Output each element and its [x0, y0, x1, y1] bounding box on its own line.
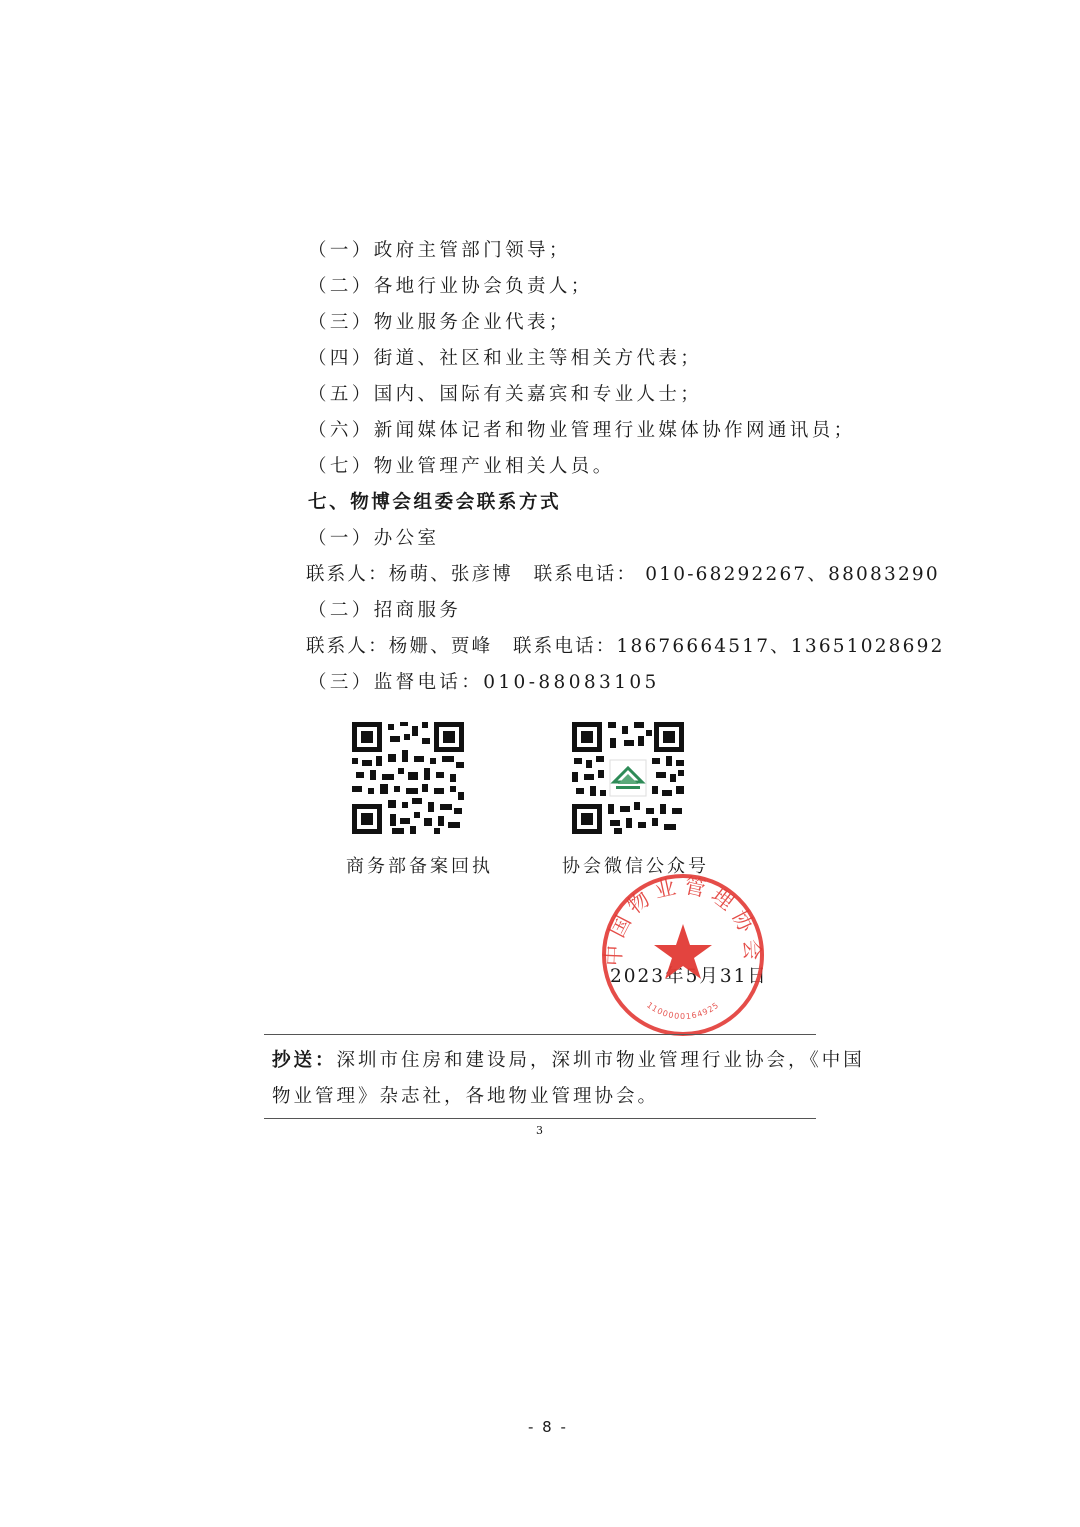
list-item-3: （三）物业服务企业代表； [308, 312, 571, 333]
list-item-4: （四）街道、社区和业主等相关方代表； [308, 348, 703, 369]
svg-text:1100000164925: 1100000164925 [645, 1000, 721, 1022]
investment-title: （二）招商服务 [308, 600, 462, 621]
supervision-phone: （三）监督电话：010-88083105 [308, 672, 660, 693]
page-number: - 8 - [528, 1418, 568, 1436]
list-item-1: （一）政府主管部门领导； [308, 240, 571, 261]
signature-date: 2023年5月31日 [610, 966, 768, 987]
cc-line-1 [272, 1046, 865, 1072]
list-item-7: （七）物业管理产业相关人员。 [308, 456, 615, 477]
office-contact: 联系人：杨萌、张彦博 联系电话： 010-68292267、88083290 [306, 564, 940, 585]
qr-code-icon [352, 722, 464, 834]
cc-label: 抄送： [272, 1050, 337, 1071]
investment-contact: 联系人：杨姗、贾峰 联系电话：18676664517、13651028692 [306, 636, 945, 657]
svg-text:中国物业管理协会: 中国物业管理协会 [601, 873, 765, 967]
qr-caption-wechat: 协会微信公众号 [562, 856, 709, 877]
cc-line-2: 物业管理》杂志社，各地物业管理协会。 [272, 1086, 660, 1107]
qr-code-with-logo-icon [572, 722, 684, 834]
official-seal-icon [600, 872, 766, 1038]
section-heading: 七、物博会组委会联系方式 [308, 492, 562, 513]
inner-page-number: 3 [536, 1124, 543, 1137]
list-item-2: （二）各地行业协会负责人； [308, 276, 593, 297]
qr-caption-registration: 商务部备案回执 [346, 856, 493, 877]
cc-bottom-rule [264, 1118, 816, 1119]
office-title: （一）办公室 [308, 528, 440, 549]
cc-top-rule [264, 1034, 816, 1035]
list-item-5: （五）国内、国际有关嘉宾和专业人士； [308, 384, 703, 405]
cc-text-1: 深圳市住房和建设局，深圳市物业管理行业协会，《中国 [336, 1050, 865, 1071]
list-item-6: （六）新闻媒体记者和物业管理行业媒体协作网通讯员； [308, 420, 856, 441]
